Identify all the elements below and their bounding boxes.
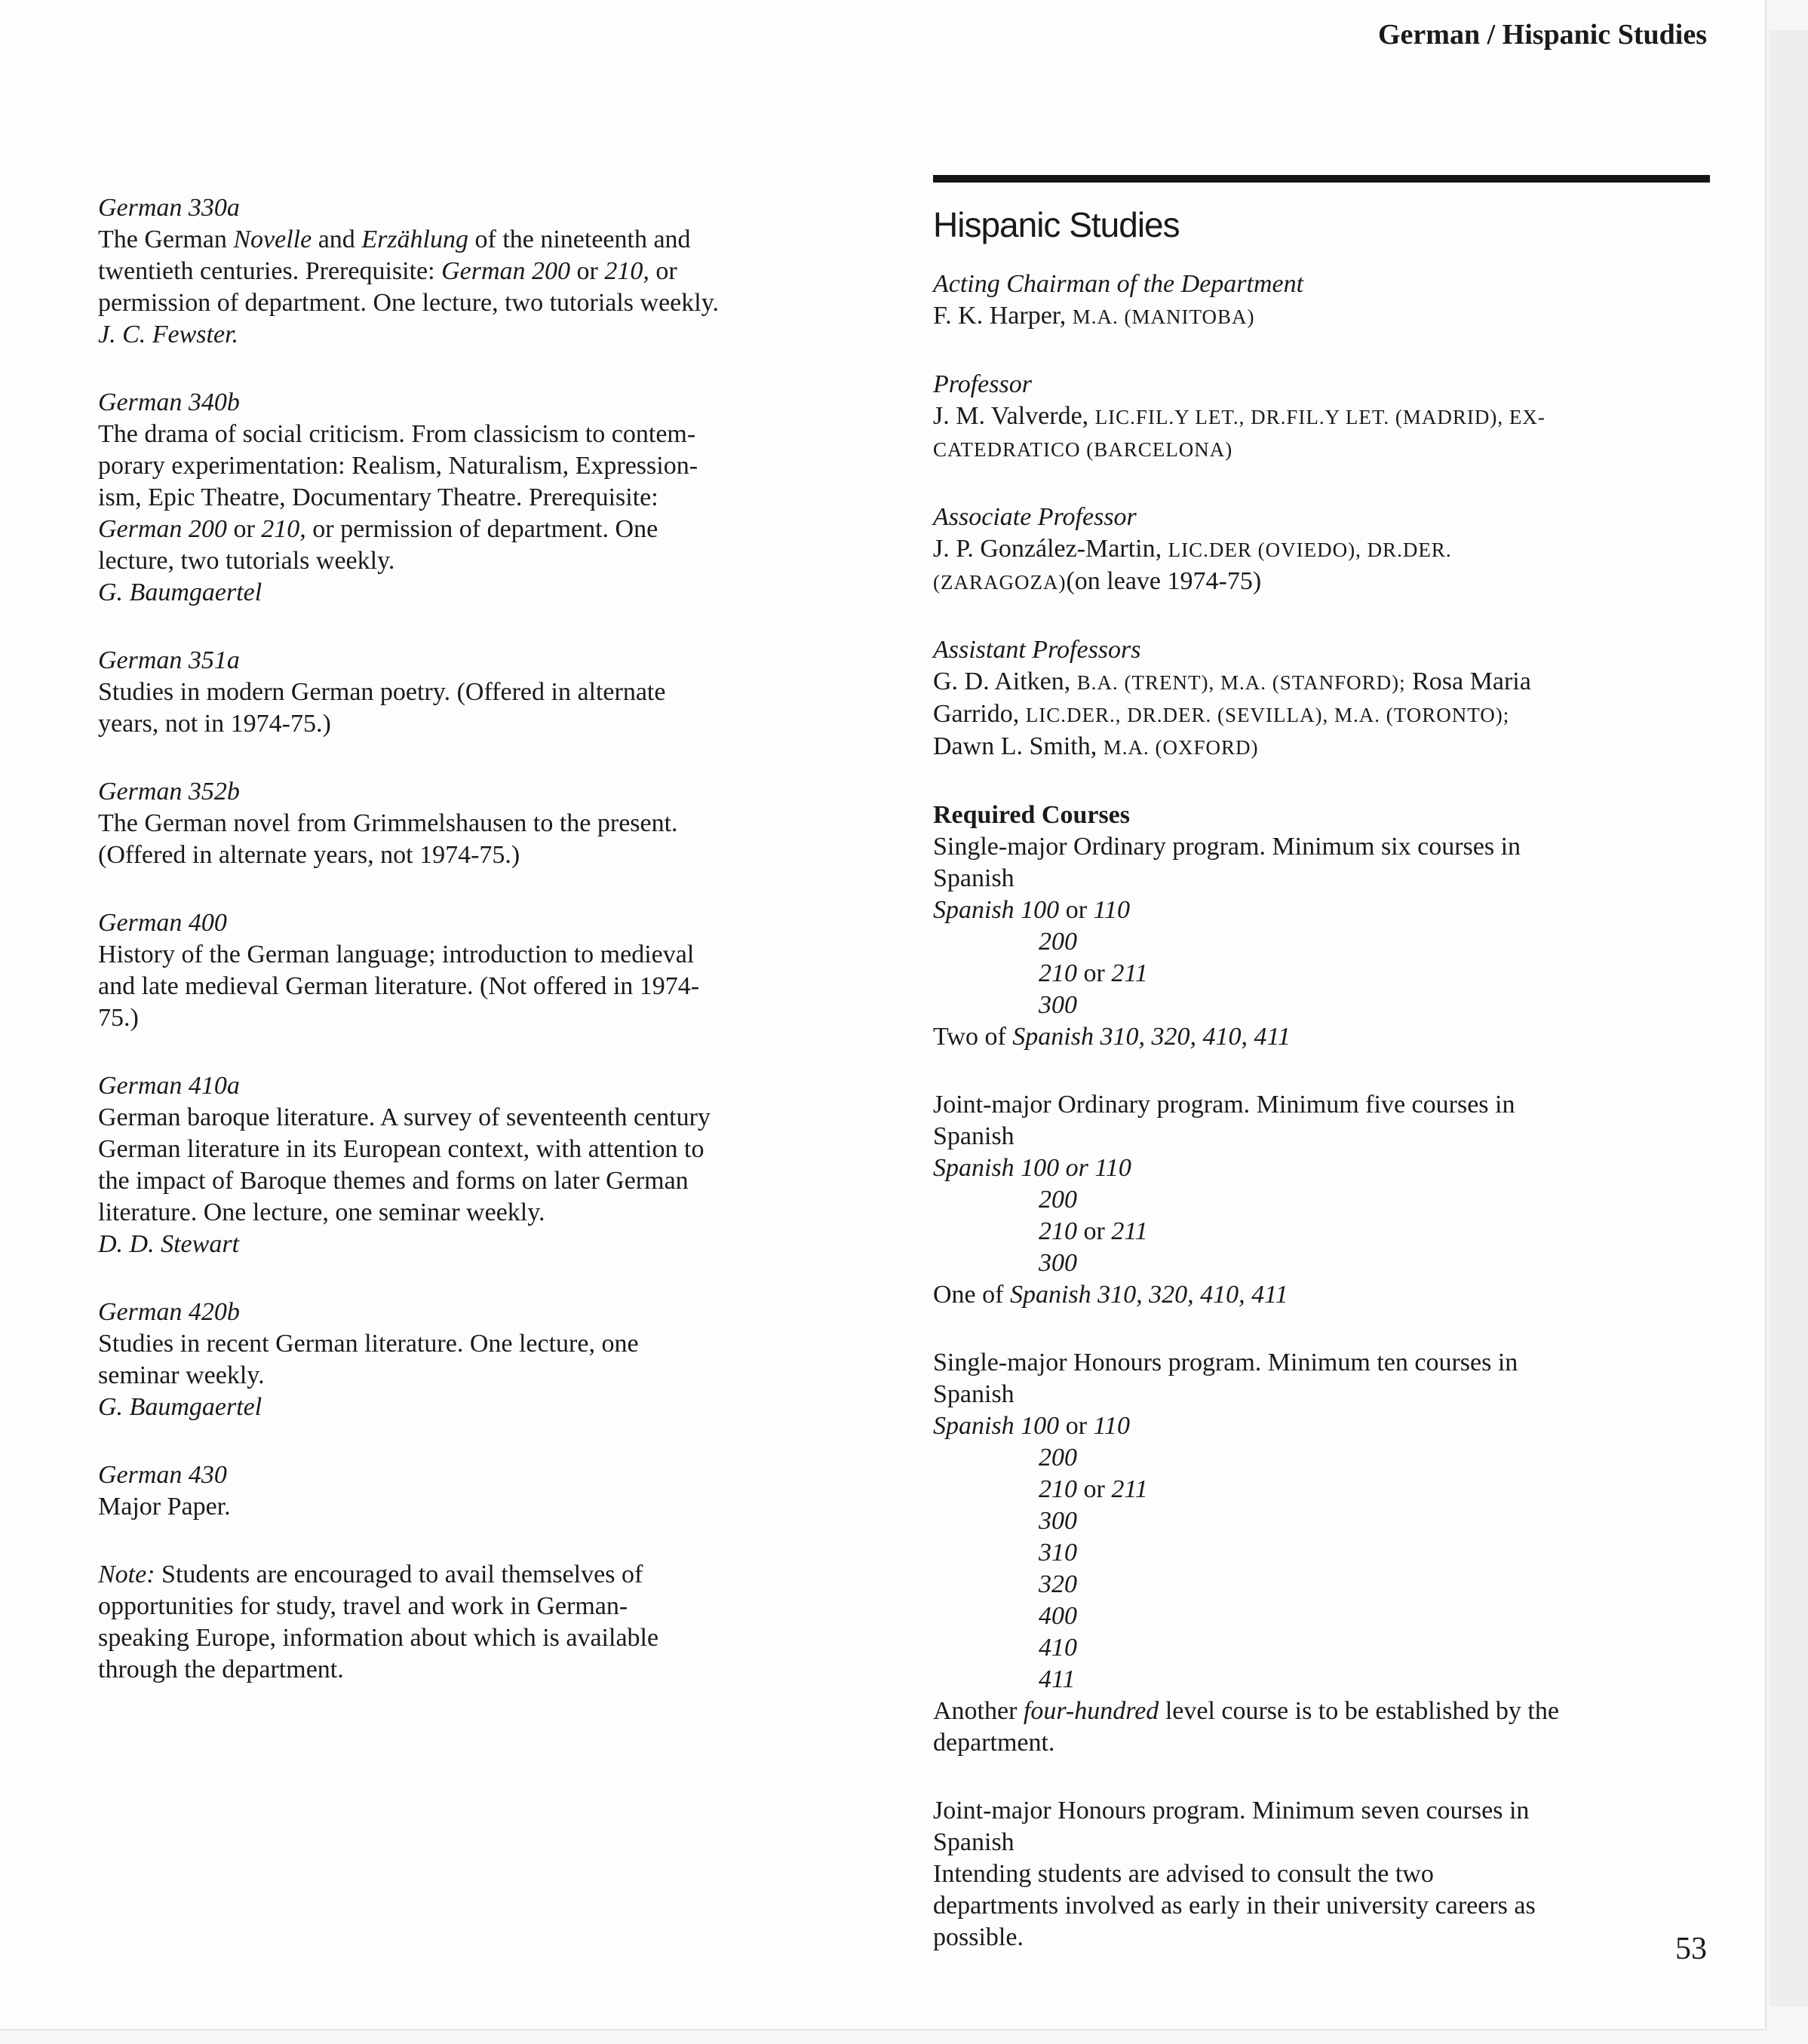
italic-text: 200 xyxy=(1039,1186,1077,1214)
italic-text: 310 xyxy=(1039,1539,1077,1567)
italic-text: Spanish 100 or 110 xyxy=(933,1154,1131,1182)
course-code: German 430 xyxy=(98,1461,227,1489)
degree-text: LIC.DER., DR.DER. (SEVILLA), M.A. (TORONTO); xyxy=(1025,704,1510,726)
course-description-line: German baroque literature. A survey of seventeenth century xyxy=(98,1103,711,1131)
section-rule xyxy=(933,175,1710,183)
italic-text: 300 xyxy=(1039,1249,1077,1277)
course-entry xyxy=(98,1459,875,1523)
program-line xyxy=(933,1442,1710,1474)
degree-text: B.A. (TRENT), M.A. (STANFORD); xyxy=(1076,671,1406,694)
program-entry xyxy=(933,1795,1710,1953)
course-description-line: years, not in 1974-75.) xyxy=(98,710,331,738)
italic-text: 300 xyxy=(1039,1507,1077,1535)
staff-line: J. P. González-Martin, LIC.DER (OVIEDO), DR.DER. xyxy=(933,535,1452,563)
course-entry xyxy=(98,192,875,351)
course-description-line: (Offered in alternate years, not 1974-75.) xyxy=(98,841,520,869)
program-line: Spanish xyxy=(933,1122,1015,1150)
italic-text: 410 xyxy=(1039,1634,1077,1662)
program-line: Spanish xyxy=(933,1380,1015,1408)
italic-text: 210 xyxy=(1039,959,1077,987)
staff-line: G. D. Aitken, B.A. (TRENT), M.A. (STANFORD); Rosa Maria xyxy=(933,668,1531,695)
program-list xyxy=(933,831,1710,1953)
italic-text: 110 xyxy=(1093,896,1130,924)
note-line: through the department. xyxy=(98,1656,344,1683)
course-description-line: Major Paper. xyxy=(98,1493,231,1521)
course-description-line: Studies in modern German poetry. (Offered in alternate xyxy=(98,678,666,706)
italic-text: 211 xyxy=(1111,959,1148,987)
program-line xyxy=(933,1152,1710,1184)
program-line: Joint-major Honours program. Minimum seven courses in xyxy=(933,1797,1530,1825)
course-description-line: literature. One lecture, one seminar weekly. xyxy=(98,1198,545,1226)
program-line xyxy=(933,1601,1710,1632)
program-line: 210 or 211 xyxy=(1039,959,1148,987)
course-code: German 351a xyxy=(98,646,240,674)
program-line: Two of Spanish 310, 320, 410, 411 xyxy=(933,1023,1291,1051)
course-description-line: the impact of Baroque themes and forms on later German xyxy=(98,1167,689,1195)
course-description-line: lecture, two tutorials weekly. xyxy=(98,547,395,575)
program-line: Single-major Ordinary program. Minimum six courses in xyxy=(933,833,1521,861)
staff-line: Dawn L. Smith, M.A. (OXFORD) xyxy=(933,732,1259,760)
degree-text: LIC.DER (OVIEDO), DR.DER. xyxy=(1168,539,1452,561)
course-description-line: ism, Epic Theatre, Documentary Theatre. Prerequisite: xyxy=(98,483,658,511)
required-courses-heading: Required Courses xyxy=(933,801,1130,829)
program-line xyxy=(933,1248,1710,1279)
italic-text: 211 xyxy=(1111,1217,1148,1245)
program-line: Another four-hundred level course is to be established by the xyxy=(933,1697,1559,1725)
program-line xyxy=(933,990,1710,1021)
italic-text: 320 xyxy=(1039,1570,1077,1598)
italic-text: 210, xyxy=(604,257,649,285)
staff-line: (ZARAGOZA)(on leave 1974-75) xyxy=(933,567,1262,595)
program-line: Intending students are advised to consult the two xyxy=(933,1860,1434,1888)
course-description-line: The German Novelle and Erzählung of the nineteenth and xyxy=(98,226,691,253)
italic-text: 200 xyxy=(1039,1444,1077,1472)
staff-entry xyxy=(933,369,1710,465)
page-number: 53 xyxy=(1675,1932,1707,1966)
italic-text: Erzählung xyxy=(361,226,468,253)
italic-text: 110 xyxy=(1093,1412,1130,1440)
italic-text: Spanish 310, 320, 410, 411 xyxy=(1012,1023,1291,1051)
scan-edge xyxy=(1769,30,1808,2006)
course-description-line: seminar weekly. xyxy=(98,1361,265,1389)
program-line: Joint-major Ordinary program. Minimum five courses in xyxy=(933,1091,1515,1119)
staff-role: Assistant Professors xyxy=(933,636,1141,664)
note-line: speaking Europe, information about which is available xyxy=(98,1624,659,1652)
italic-text: 210, xyxy=(261,515,306,543)
staff-role: Associate Professor xyxy=(933,503,1137,531)
program-line: department. xyxy=(933,1729,1055,1757)
course-instructor: G. Baumgaertel xyxy=(98,579,262,606)
note-paragraph xyxy=(98,1559,875,1686)
course-entry xyxy=(98,907,875,1034)
course-description-line: 75.) xyxy=(98,1004,139,1032)
program-entry xyxy=(933,1347,1710,1759)
italic-text: 200 xyxy=(1039,928,1077,956)
note-line: opportunities for study, travel and work in German- xyxy=(98,1592,628,1620)
program-line: One of Spanish 310, 320, 410, 411 xyxy=(933,1281,1288,1309)
program-line xyxy=(933,1632,1710,1664)
course-description-line: The German novel from Grimmelshausen to the present. xyxy=(98,809,678,837)
italic-text: 411 xyxy=(1039,1665,1076,1693)
course-description-line: History of the German language; introduction to medieval xyxy=(98,941,695,968)
staff-line: J. M. Valverde, LIC.FIL.Y LET., DR.FIL.Y LET. (MADRID), EX- xyxy=(933,402,1546,430)
degree-text: (ZARAGOZA) xyxy=(933,571,1067,594)
german-courses-column xyxy=(98,192,875,1686)
course-entry xyxy=(98,776,875,871)
italic-text: Novelle xyxy=(233,226,312,253)
italic-text: Spanish 100 xyxy=(933,896,1060,924)
hispanic-studies-column xyxy=(933,175,1710,1990)
italic-text: Spanish 100 xyxy=(933,1412,1060,1440)
course-entry xyxy=(98,387,875,609)
course-code: German 340b xyxy=(98,388,240,416)
italic-text: 211 xyxy=(1111,1475,1148,1503)
program-line xyxy=(933,926,1710,958)
degree-text: M.A. (OXFORD) xyxy=(1103,736,1259,759)
program-entry xyxy=(933,1089,1710,1311)
course-instructor: J. C. Fewster. xyxy=(98,321,239,348)
degree-text: CATEDRATICO (BARCELONA) xyxy=(933,438,1233,461)
staff-line: F. K. Harper, M.A. (MANITOBA) xyxy=(933,302,1255,330)
staff-line: Garrido, LIC.DER., DR.DER. (SEVILLA), M.A. (TORONTO); xyxy=(933,700,1510,728)
course-code: German 410a xyxy=(98,1072,240,1100)
course-description-line: The drama of social criticism. From classicism to contem- xyxy=(98,420,696,448)
program-line xyxy=(933,1505,1710,1537)
italic-text: 210 xyxy=(1039,1475,1077,1503)
course-description-line: twentieth centuries. Prerequisite: German 200 or 210, or xyxy=(98,257,677,285)
program-line: Single-major Honours program. Minimum ten courses in xyxy=(933,1349,1518,1376)
program-line: Spanish xyxy=(933,1828,1015,1856)
staff-entry xyxy=(933,269,1710,333)
course-instructor: G. Baumgaertel xyxy=(98,1393,262,1421)
course-description-line: permission of department. One lecture, two tutorials weekly. xyxy=(98,289,720,317)
staff-entry xyxy=(933,502,1710,598)
staff-role: Professor xyxy=(933,370,1032,398)
program-line xyxy=(933,1184,1710,1216)
program-line xyxy=(933,1664,1710,1696)
program-line: departments involved as early in their university careers as xyxy=(933,1892,1536,1920)
program-line: Spanish xyxy=(933,864,1015,892)
staff-role: Acting Chairman of the Department xyxy=(933,270,1304,298)
program-entry xyxy=(933,831,1710,1053)
course-instructor: D. D. Stewart xyxy=(98,1230,239,1258)
note-line: Note: Students are encouraged to avail themselves of xyxy=(98,1561,643,1588)
course-description-line: German literature in its European context, with attention to xyxy=(98,1135,704,1163)
italic-text: Spanish 310, 320, 410, 411 xyxy=(1009,1281,1288,1309)
course-code: German 420b xyxy=(98,1298,240,1326)
program-line xyxy=(933,1537,1710,1569)
course-code: German 400 xyxy=(98,909,227,937)
italic-text: four-hundred xyxy=(1023,1697,1159,1725)
course-list xyxy=(98,192,875,1523)
degree-text: M.A. (MANITOBA) xyxy=(1072,305,1255,328)
italic-text: 400 xyxy=(1039,1602,1077,1630)
course-description-line: and late medieval German literature. (Not offered in 1974- xyxy=(98,972,700,1000)
program-line xyxy=(933,1569,1710,1601)
program-line: possible. xyxy=(933,1923,1024,1951)
italic-text: Note: xyxy=(98,1561,155,1588)
italic-text: German 200 xyxy=(441,257,571,285)
course-entry xyxy=(98,1070,875,1260)
course-code: German 352b xyxy=(98,778,240,806)
course-entry xyxy=(98,1297,875,1423)
running-header: German / Hispanic Studies xyxy=(1378,19,1707,51)
program-line: 210 or 211 xyxy=(1039,1217,1148,1245)
program-line: Spanish 100 or 110 xyxy=(933,896,1130,924)
course-description-line: porary experimentation: Realism, Naturalism, Expression- xyxy=(98,452,698,480)
course-description-line: German 200 or 210, or permission of department. One xyxy=(98,515,658,543)
italic-text: German 200 xyxy=(98,515,227,543)
staff-line xyxy=(933,433,1710,465)
course-description-line: Studies in recent German literature. One lecture, one xyxy=(98,1330,639,1358)
italic-text: 210 xyxy=(1039,1217,1077,1245)
program-line: 210 or 211 xyxy=(1039,1475,1148,1503)
program-line: Spanish 100 or 110 xyxy=(933,1412,1130,1440)
section-title: Hispanic Studies xyxy=(933,205,1180,244)
staff-entry xyxy=(933,634,1710,763)
staff-list xyxy=(933,269,1710,763)
degree-text: LIC.FIL.Y LET., DR.FIL.Y LET. (MADRID), EX- xyxy=(1094,406,1546,428)
course-code: German 330a xyxy=(98,194,240,222)
italic-text: 300 xyxy=(1039,991,1077,1019)
course-entry xyxy=(98,645,875,740)
